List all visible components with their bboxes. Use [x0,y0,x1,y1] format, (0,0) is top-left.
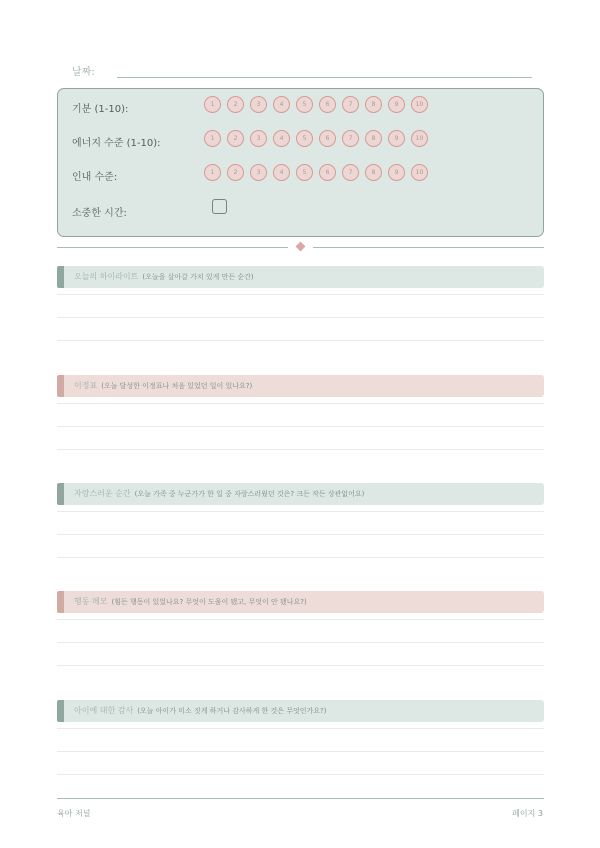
footer-divider [57,798,544,799]
section-accent-bar [57,375,64,397]
rating-circle-4[interactable]: 4 [273,96,290,113]
rating-circle-7[interactable]: 7 [342,164,359,181]
rating-circle-6[interactable]: 6 [319,164,336,181]
rating-circle-5[interactable]: 5 [296,130,313,147]
rating-circle-5[interactable]: 5 [296,164,313,181]
section-description: (오늘 아이가 미소 짓게 하거나 감사하게 한 것은 무엇인가요?) [137,707,327,715]
rating-circle-10[interactable]: 10 [411,164,428,181]
section-header [57,483,544,505]
section-title [74,705,326,716]
writing-line[interactable] [57,449,544,450]
quality-time-row [72,200,532,220]
section-header [57,700,544,722]
quality-time-checkbox[interactable] [212,199,227,214]
section-description: (오늘 가족 중 누군가가 한 일 중 자랑스러웠던 것은? 크든 작든 상관없어요) [134,490,365,498]
rating-circle-7[interactable]: 7 [342,96,359,113]
writing-line[interactable] [57,774,544,775]
writing-line[interactable] [57,665,544,666]
mood-label: 기분 (1-10): [72,104,129,115]
mood-row [72,96,532,116]
section-description: (힘든 행동이 있었나요? 무엇이 도움이 됐고, 무엇이 안 됐나요?) [111,598,307,606]
date-input-line[interactable] [117,77,532,78]
rating-circle-9[interactable]: 9 [388,96,405,113]
energy-label: 에너지 수준 (1-10): [72,138,161,149]
rating-circle-9[interactable]: 9 [388,130,405,147]
section-milestones [57,375,544,397]
section-name: 아이에 대한 감사 [74,706,134,715]
diamond-icon [296,242,306,252]
section-proud-moments [57,483,544,505]
writing-line[interactable] [57,403,544,404]
footer-journal-title: 육아 저널 [57,809,91,818]
writing-line[interactable] [57,534,544,535]
section-name: 자랑스러운 순간 [74,489,131,498]
rating-circle-2[interactable]: 2 [227,96,244,113]
section-name: 행동 메모 [74,597,108,606]
section-accent-bar [57,483,64,505]
rating-circle-7[interactable]: 7 [342,130,359,147]
rating-circle-3[interactable]: 3 [250,130,267,147]
section-header [57,591,544,613]
rating-circle-8[interactable]: 8 [365,164,382,181]
rating-circle-3[interactable]: 3 [250,96,267,113]
writing-line[interactable] [57,619,544,620]
writing-line[interactable] [57,426,544,427]
rating-circle-3[interactable]: 3 [250,164,267,181]
divider-line-left [57,247,288,248]
patience-row [72,164,532,184]
rating-circle-2[interactable]: 2 [227,130,244,147]
rating-circle-9[interactable]: 9 [388,164,405,181]
rating-circle-6[interactable]: 6 [319,130,336,147]
section-description: (오늘 달성한 이정표나 처음 있었던 일이 있나요?) [101,382,253,390]
quality-time-label: 소중한 시간: [72,208,127,219]
rating-circle-6[interactable]: 6 [319,96,336,113]
writing-line[interactable] [57,728,544,729]
section-header [57,266,544,288]
rating-circle-10[interactable]: 10 [411,130,428,147]
date-label: 날짜: [72,67,95,78]
section-title [74,380,252,391]
rating-circle-10[interactable]: 10 [411,96,428,113]
rating-circle-1[interactable]: 1 [204,164,221,181]
section-behavior-notes [57,591,544,613]
section-title [74,488,364,499]
rating-circle-8[interactable]: 8 [365,96,382,113]
rating-circle-4[interactable]: 4 [273,130,290,147]
rating-circle-8[interactable]: 8 [365,130,382,147]
section-title [74,271,254,282]
rating-circle-5[interactable]: 5 [296,96,313,113]
writing-line[interactable] [57,294,544,295]
section-accent-bar [57,591,64,613]
section-header [57,375,544,397]
footer-page-number: 페이지 3 [512,809,543,818]
rating-circle-4[interactable]: 4 [273,164,290,181]
rating-circle-1[interactable]: 1 [204,130,221,147]
section-accent-bar [57,266,64,288]
rating-circle-2[interactable]: 2 [227,164,244,181]
divider-line-right [313,247,544,248]
writing-line[interactable] [57,751,544,752]
section-divider [57,241,544,253]
writing-line[interactable] [57,317,544,318]
section-accent-bar [57,700,64,722]
rating-circle-1[interactable]: 1 [204,96,221,113]
section-gratitude [57,700,544,722]
energy-row [72,130,532,150]
section-title [74,596,307,607]
date-row [72,63,532,79]
writing-line[interactable] [57,557,544,558]
section-description: (오늘을 살아갈 가치 있게 만든 순간) [142,273,254,281]
writing-line[interactable] [57,340,544,341]
writing-line[interactable] [57,642,544,643]
section-highlights [57,266,544,288]
daily-tracker-box [57,88,544,237]
section-name: 이정표 [74,381,98,390]
patience-label: 인내 수준: [72,172,118,183]
section-name: 오늘의 하이라이트 [74,272,139,281]
writing-line[interactable] [57,511,544,512]
